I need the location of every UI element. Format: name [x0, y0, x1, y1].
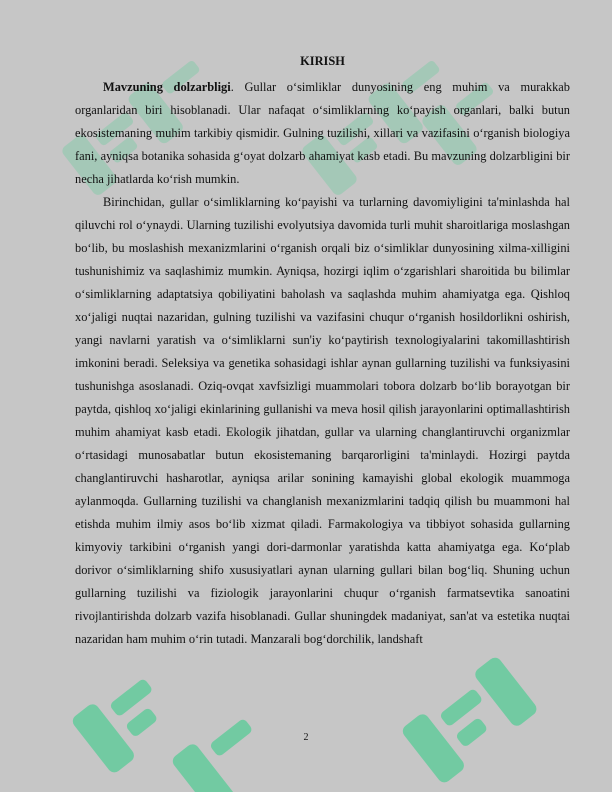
relevance-text: . Gullar o‘simliklar dunyosining eng muhim va murakkab organlaridan biri hisoblanadi. Ular nafaqat o‘simliklarning ko‘payish organlari, balki butun ekosistemaning muhim tarkibiy qismidir. Gulning tuzilishi, xillari va vazifasini o‘rganish biologiya fani, ayniqsa botanika sohasida g‘oyat dolzarb ahamiyat kasb etadi. Bu mavzuning dolzarbligini bir necha jihatlarda ko‘rish mumkin. [75, 80, 570, 186]
paragraph-relevance [75, 76, 570, 191]
relevance-lead: Mavzuning dolzarbligi [103, 80, 231, 94]
document-body [75, 52, 570, 651]
page-heading: KIRISH [300, 54, 345, 68]
paragraph-firstly: Birinchidan, gullar o‘simliklarning ko‘payishi va turlarning davomiyligini ta'minlashda hal qiluvchi rol o‘ynaydi. Ularning tuzilishi evolyutsiya davomida turli muhit sharoitlariga moslashgan bo‘lib, bu moslashish mexanizmlarini o‘rganish orqali biz o‘simliklar dunyosining xilma-xilligini tushunishimiz va saqlashimiz mumkin. Ayniqsa, hozirgi iqlim o‘zgarishlari sharoitida bu bilimlar o‘simliklarning adaptatsiya qobiliyatini baholash va saqlashda muhim ahamiyatga ega. Qishloq xo‘jaligi nuqtai nazaridan, gulning tuzilishi va vazifasini chuqur o‘rganish hosildorlikni oshirish, yangi navlarni yaratish va o‘simliklarni sun'iy ko‘paytirish texnologiyalarini takomillashtirish imkonini beradi. Seleksiya va genetika sohasidagi ishlar aynan gullarning tuzilishi va funksiyasini tushunishga asoslanadi. Oziq-ovqat xavfsizligi muammolari tobora dolzarb bo‘lib borayotgan bir paytda, qishloq xo‘jaligi ekinlarining gullanishi va meva hosil qilish jarayonlarini optimallashtirish muhim ahamiyat kasb etadi. Ekologik jihatdan, gullar va ularning changlantiruvchi organizmlar o‘rtasidagi munosabatlar butun ekosistemaning barqarorligini ta'minlaydi. Hozirgi paytda changlantiruvchi hasharotlar, ayniqsa arilar sonining kamayishi global ekologik muammoga aylanmoqda. Gullarning tuzilishi va changlanish mexanizmlarini tadqiq qilish bu muammoni hal etishda muhim ilmiy asos bo‘lib xizmat qiladi. Farmakologiya va tibbiyot sohasida gullarning kimyoviy tarkibini o‘rganish yangi dori-darmonlar yaratishda katta ahamiyatga ega. Ko‘plab dorivor o‘simliklarning shifo xususiyatlari aynan ularning gullari bilan bog‘liq. Shuning uchun gullarning tuzilishi va fiziologik jarayonlarini chuqur o‘rganish farmatsevtika sanoatini rivojlantirishda dolzarb vazifa hisoblanadi. Gullar shuningdek madaniyat, san'at va estetika nuqtai nazaridan ham muhim o‘rin tutadi. Manzarali bog‘dorchilik, landshaft [75, 195, 570, 646]
page-number: 2 [303, 732, 309, 743]
